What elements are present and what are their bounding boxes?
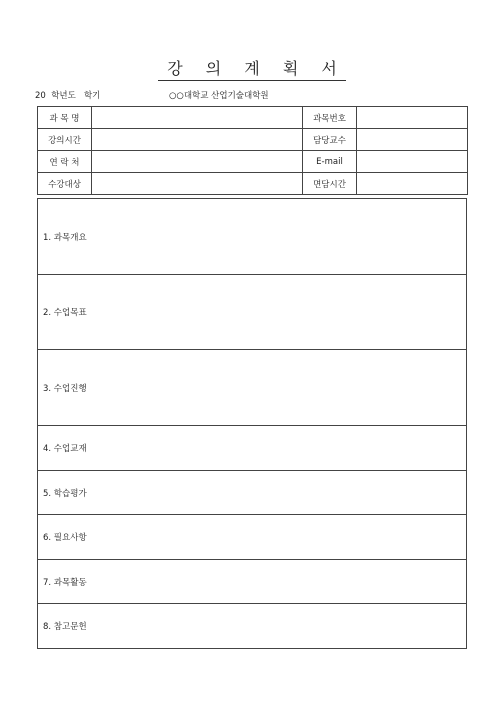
- document-title: [0, 56, 504, 79]
- course-number-value[interactable]: [357, 107, 468, 129]
- section-evaluation[interactable]: [38, 470, 466, 514]
- info-row-contact: [38, 151, 468, 173]
- header-meta: [35, 89, 475, 103]
- section-course-overview[interactable]: [38, 198, 466, 274]
- email-value[interactable]: [357, 151, 468, 173]
- lecture-time-label: 강의시간: [38, 129, 92, 151]
- contact-label: 연 락 처: [38, 151, 92, 173]
- office-hours-label: 면담시간: [303, 173, 357, 195]
- section-activities[interactable]: [38, 559, 466, 603]
- course-info-table: [37, 106, 468, 195]
- professor-value[interactable]: [357, 129, 468, 151]
- section-label: 4. 수업교재: [43, 444, 87, 454]
- info-row-lecture-time: [38, 129, 468, 151]
- section-textbook[interactable]: [38, 425, 466, 470]
- email-label: E-mail: [303, 151, 357, 173]
- course-number-label: 과목번호: [303, 107, 357, 129]
- professor-label: 담당교수: [303, 129, 357, 151]
- section-label: 7. 과목활동: [43, 577, 87, 588]
- target-students-value[interactable]: [92, 173, 303, 195]
- target-students-label: 수강대상: [38, 173, 92, 195]
- section-label: 8. 참고문헌: [43, 622, 87, 632]
- school-name: ○○대학교 산업기술대학원: [169, 91, 269, 101]
- section-label: 5. 학습평가: [43, 488, 87, 499]
- document-title-text: 강 의 계 획 서: [158, 59, 346, 81]
- section-label: 1. 과목개요: [43, 232, 87, 243]
- section-requirements[interactable]: [38, 514, 466, 559]
- info-row-target: [38, 173, 468, 195]
- section-label: 6. 필요사항: [43, 533, 87, 543]
- office-hours-value[interactable]: [357, 173, 468, 195]
- course-name-label: 과 목 명: [38, 107, 92, 129]
- contact-value[interactable]: [92, 151, 303, 173]
- syllabus-sections: [37, 198, 467, 649]
- section-references[interactable]: [38, 603, 466, 648]
- section-label: 2. 수업목표: [43, 308, 87, 318]
- lecture-time-value[interactable]: [92, 129, 303, 151]
- academic-year-semester: 20 학년도 학기: [35, 91, 101, 101]
- section-label: 3. 수업진행: [43, 383, 87, 394]
- course-name-value[interactable]: [92, 107, 303, 129]
- section-course-objectives[interactable]: [38, 274, 466, 349]
- section-class-progress[interactable]: [38, 349, 466, 425]
- info-row-course-name: [38, 107, 468, 129]
